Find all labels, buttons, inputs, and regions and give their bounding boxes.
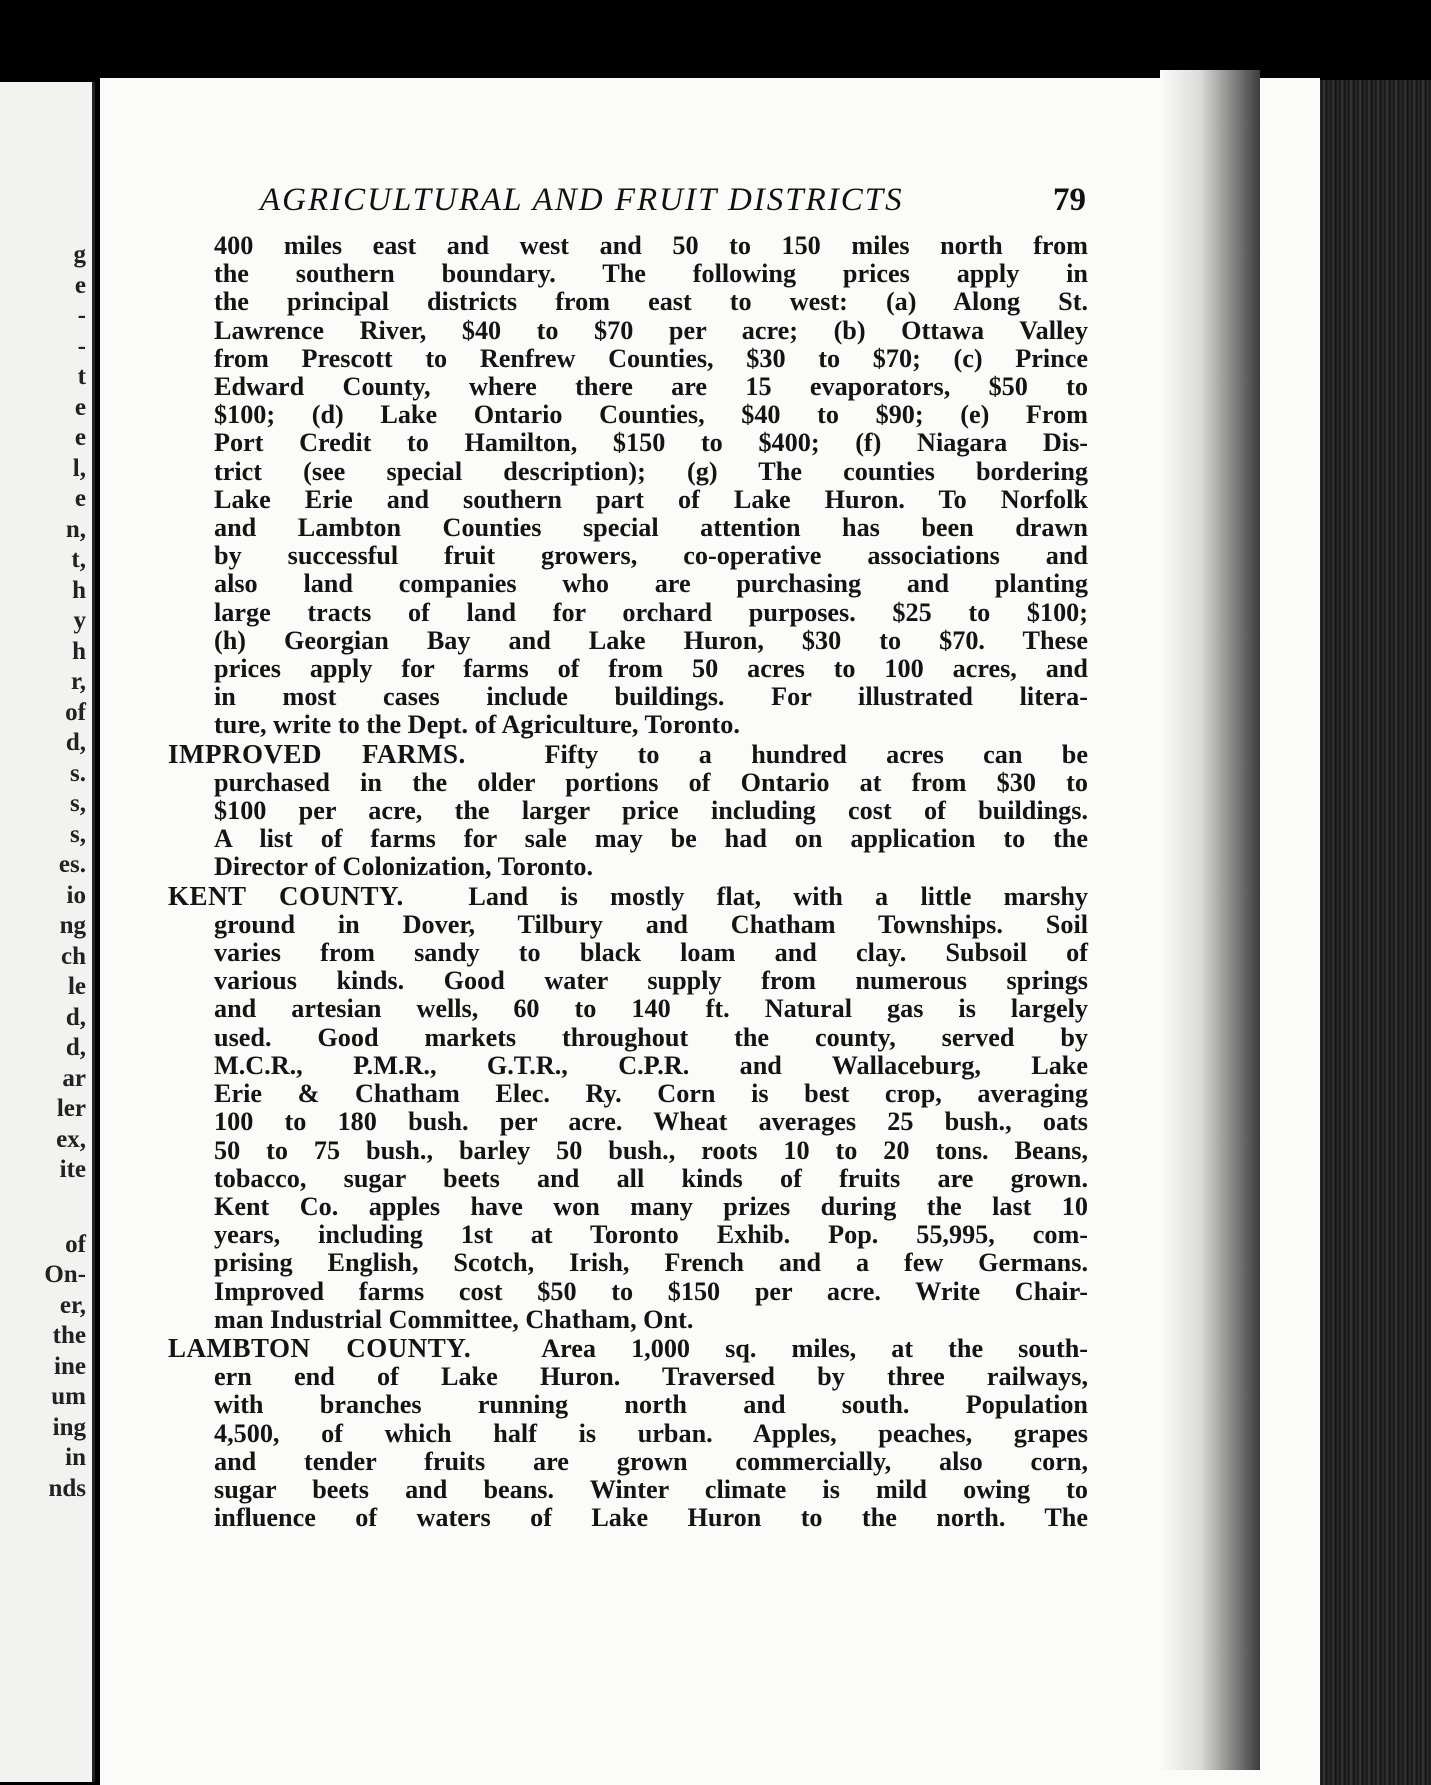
left-page-text-fragment: g [73,241,86,268]
left-page-text-fragment: of [65,698,86,726]
text-line: prices apply for farms of from 50 acres to 100 acres, and [214,654,1088,684]
left-page-text-fragment: er, [59,1291,86,1319]
text-line: purchased in the older portions of Ontario at from $30 to [214,767,1088,797]
text-line: 100 to 180 bush. per acre. Wheat averages 25 bush., oats [214,1107,1088,1137]
left-page-text-fragment: t, [71,546,86,573]
text-line: Edward County, where there are 15 evaporators, $50 to [214,372,1088,402]
left-page-text-fragment: nds [48,1474,86,1502]
text-line [168,740,1088,769]
paragraph-kent-county [168,882,1088,1334]
text-line: large tracts of land for orchard purposes. $25 to $100; [214,597,1088,627]
text-line [168,882,1088,911]
left-page-text-fragment: ite [59,1156,86,1183]
paragraph-lambton-county [168,1334,1088,1532]
text-line: with branches running north and south. Population [214,1390,1088,1420]
text-line: Lawrence River, $40 to $70 per acre; (b) Ottawa Valley [214,315,1088,345]
left-page-text-fragment: ing [52,1413,86,1441]
section-heading: KENT COUNTY. [168,880,404,911]
left-page-text-fragment: r, [70,668,86,695]
left-page-text-fragment: le [67,973,86,1000]
text-line: Lake Erie and southern part of Lake Huron. To Norfolk [214,484,1088,514]
left-page-text-fragment: s, [70,820,86,848]
left-page-text-fragment: the [52,1322,86,1349]
text-line: also land companies who are purchasing and planting [214,569,1088,599]
text-line: various kinds. Good water supply from numerous springs [214,966,1088,996]
text-line: $100 per acre, the larger price including cost of buildings. [214,796,1088,826]
text-line: from Prescott to Renfrew Counties, $30 to $70; (c) Prince [214,343,1088,373]
text-line: the southern boundary. The following prices apply in [214,259,1088,289]
text-line: and Lambton Counties special attention has been drawn [214,513,1088,543]
left-page-text-fragment: d, [65,1003,86,1031]
page-body-text [168,232,1088,1532]
text-line: Director of Colonization, Toronto. [214,852,593,882]
text-line: $100; (d) Lake Ontario Counties, $40 to $90; (e) From [214,400,1088,430]
left-page-text-fragment: h [72,637,86,665]
text-line: and tender fruits are grown commercially, also corn, [214,1446,1088,1476]
left-page-text-fragment: - [77,302,86,329]
text-line: 50 to 75 bush., barley 50 bush., roots 10 to 20 tons. Beans, [214,1135,1088,1165]
text-line: 400 miles east and west and 50 to 150 miles north from [214,231,1088,260]
page-curl-shadow [1160,70,1260,1770]
text-line: A list of farms for sale may be had on application to the [214,824,1088,854]
left-page-text-fragment: of [65,1230,86,1258]
text-line: man Industrial Committee, Chatham, Ont. [214,1304,694,1334]
text-line: Port Credit to Hamilton, $150 to $400; (f) Niagara Dis- [214,428,1088,458]
heading-run-in-text: Fifty to a hundred acres can be [544,739,1088,769]
left-page-text-fragment: n, [65,515,86,543]
left-page-text-fragment: e [74,393,86,421]
text-line: varies from sandy to black loam and clay. Subsoil of [214,938,1088,968]
text-line: (h) Georgian Bay and Lake Huron, $30 to $70. These [214,625,1088,655]
text-line: trict (see special description); (g) The counties bordering [214,456,1088,486]
text-line: by successful fruit growers, co-operative associations and [214,541,1088,571]
left-page-text-fragment: d, [65,729,86,756]
left-page-text-fragment: ch [61,942,86,970]
text-line: influence of waters of Lake Huron to the north. The [214,1503,1088,1533]
running-head: AGRICULTURAL AND FRUIT DISTRICTS [260,182,904,218]
text-line: prising English, Scotch, Irish, French and a few Germans. [214,1248,1088,1278]
left-page-text-fragment: e [74,424,86,451]
text-line: and artesian wells, 60 to 140 ft. Natural gas is largely [214,994,1088,1024]
left-page-text-fragment: ler [56,1095,86,1122]
text-line: sugar beets and beans. Winter climate is mild owing to [214,1474,1088,1504]
left-page-text-fragment: t [77,363,86,390]
left-page-text-fragment: s. [70,759,86,787]
heading-run-in-text: Area 1,000 sq. miles, at the south- [541,1333,1088,1363]
left-page-text-fragment: es. [58,851,86,878]
text-line: ground in Dover, Tilbury and Chatham Townships. Soil [214,909,1088,939]
text-line: tobacco, sugar beets and all kinds of fruits are grown. [214,1163,1088,1193]
left-page-text-fragment: e [74,271,86,299]
text-line: ture, write to the Dept. of Agriculture, Toronto. [214,710,740,740]
left-page-text-fragment: um [51,1383,86,1410]
left-page-text-fragment: e [74,485,86,512]
page-number: 79 [1053,182,1086,218]
left-page-text-fragment: h [72,576,86,604]
section-heading: LAMBTON COUNTY. [168,1332,472,1363]
left-page-text-fragment: ex, [56,1125,86,1153]
left-page-text-fragment: y [73,607,86,634]
text-line: in most cases include buildings. For illustrated litera- [214,682,1088,712]
text-line: Kent Co. apples have won many prizes during the last 10 [214,1191,1088,1221]
text-line [168,1334,1088,1363]
left-page-text-fragment: in [65,1444,86,1471]
left-page-text-fragment: ine [54,1352,86,1380]
text-line: used. Good markets throughout the county, served by [214,1022,1088,1052]
heading-run-in-text: Land is mostly flat, with a little marshy [468,881,1089,911]
paragraph-ontario-prices [168,232,1088,740]
left-page-text-fragment: ng [59,912,86,939]
left-page-text-fragment: l, [72,454,86,482]
text-line: ern end of Lake Huron. Traversed by three railways, [214,1362,1088,1392]
text-line: the principal districts from east to west: (a) Along St. [214,287,1088,317]
left-page-text-fragment: - [77,332,86,360]
text-line: M.C.R., P.M.R., G.T.R., C.P.R. and Wallaceburg, Lake [214,1050,1088,1080]
left-page-edge [0,82,95,1782]
left-page-text-fragment: On- [44,1261,86,1288]
text-line: 4,500, of which half is urban. Apples, peaches, grapes [214,1418,1088,1448]
left-page-text-fragment: s, [70,790,86,817]
left-page-text-fragment: io [66,881,86,909]
text-line: Improved farms cost $50 to $150 per acre. Write Chair- [214,1276,1088,1306]
left-page-text-fragment: ar [62,1064,86,1092]
section-heading: IMPROVED FARMS. [168,738,466,769]
text-line: years, including 1st at Toronto Exhib. Pop. 55,995, com- [214,1220,1088,1250]
text-line: Erie & Chatham Elec. Ry. Corn is best crop, averaging [214,1079,1088,1109]
left-page-text-fragment: d, [65,1034,86,1061]
paragraph-improved-farms [168,740,1088,882]
